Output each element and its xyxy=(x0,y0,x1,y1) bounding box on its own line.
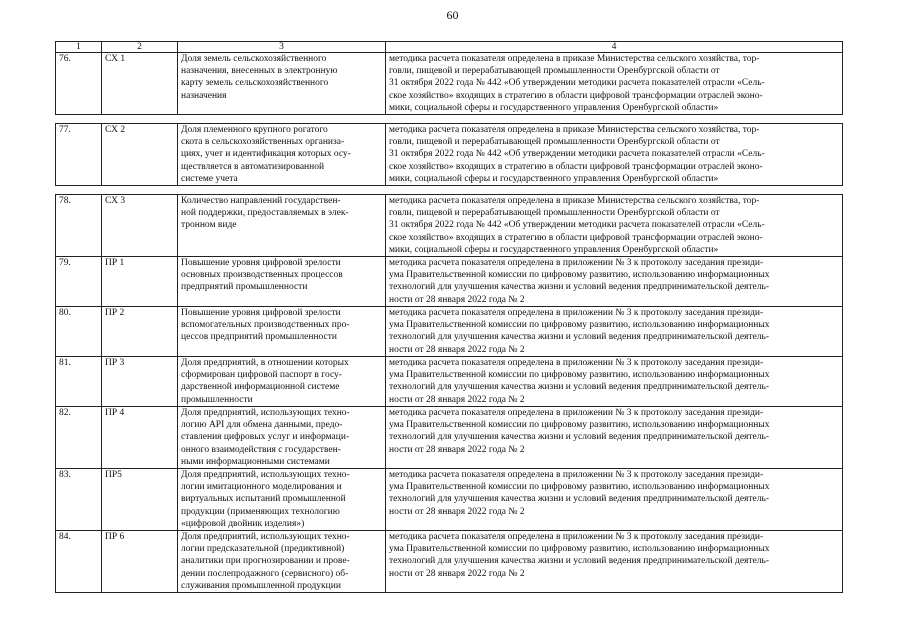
calculation-method: методика расчета показателя определена в приложении № 3 к протоколу заседания президи- ума Правительственной комиссии по цифровому развитию, использованию информационных технологий для улучшения качества жизни и условий ведения предпринимательской деятель- ности от 28 января 2022 года № 2 xyxy=(386,407,843,469)
indicator-code: ПР 6 xyxy=(102,531,178,593)
table-row xyxy=(56,53,843,115)
indicator-name: Повышение уровня цифровой зрелости вспомогательных производственных про- цессов предприятий промышленности xyxy=(178,307,386,357)
row-number: 77. xyxy=(56,124,102,186)
table-row xyxy=(56,307,843,357)
row-number: 76. xyxy=(56,53,102,115)
indicator-name: Доля земель сельскохозяйственного назначения, внесенных в электронную карту земель сельскохозяйственного назначения xyxy=(178,53,386,115)
table-row xyxy=(56,257,843,307)
calculation-method: методика расчета показателя определена в приказе Министерства сельского хозяйства, тор- говли, пищевой и перерабатывающей промышленности Оренбургской области от 31 октября 2022 года № 442 «Об утверждении методики расчета показателей отрасли «Сель- ское хозяйство» входящих в стратегию в области цифровой трансформации отраслей эконо- мики, социальной сферы и государственного управления Оренбургской области» xyxy=(386,124,843,186)
indicator-name: Повышение уровня цифровой зрелости основных производственных процессов предприятий промышленности xyxy=(178,257,386,307)
calculation-method: методика расчета показателя определена в приложении № 3 к протоколу заседания президи- ума Правительственной комиссии по цифровому развитию, использованию информационных технологий для улучшения качества жизни и условий ведения предпринимательской деятель- ности от 28 января 2022 года № 2 xyxy=(386,257,843,307)
row-number: 84. xyxy=(56,531,102,593)
indicator-name: Доля предприятий, использующих техно- логию API для обмена данными, предо- ставления цифровых услуг и информаци- онного взаимодействия с государствен- ными информационными системами xyxy=(178,407,386,469)
indicator-name: Доля племенного крупного рогатого скота в сельскохозяйственных организа- циях, учет и идентификация которых осу- ществляется в автоматизированной системе учета xyxy=(178,124,386,186)
indicator-code: ПР 3 xyxy=(102,357,178,407)
row-number: 82. xyxy=(56,407,102,469)
header-col-3: 3 xyxy=(178,42,386,53)
header-col-2: 2 xyxy=(102,42,178,53)
indicator-code: ПР5 xyxy=(102,469,178,531)
calculation-method: методика расчета показателя определена в приказе Министерства сельского хозяйства, тор- говли, пищевой и перерабатывающей промышленности Оренбургской области от 31 октября 2022 года № 442 «Об утверждении методики расчета показателей отрасли «Сель- ское хозяйство» входящих в стратегию в области цифровой трансформации отраслей эконо- мики, социальной сферы и государственного управления Оренбургской области» xyxy=(386,53,843,115)
indicator-name: Доля предприятий, в отношении которых сформирован цифровой паспорт в госу- дарственной информационной системе промышленности xyxy=(178,357,386,407)
table-header-row xyxy=(56,42,843,53)
indicator-code: СХ 2 xyxy=(102,124,178,186)
indicator-code: ПР 4 xyxy=(102,407,178,469)
indicators-table xyxy=(55,41,843,593)
row-number: 80. xyxy=(56,307,102,357)
calculation-method: методика расчета показателя определена в приложении № 3 к протоколу заседания президи- ума Правительственной комиссии по цифровому развитию, использованию информационных технологий для улучшения качества жизни и условий ведения предпринимательской деятель- ности от 28 января 2022 года № 2 xyxy=(386,357,843,407)
page-number: 60 xyxy=(446,8,459,22)
table-row xyxy=(56,195,843,257)
indicator-code: СХ 3 xyxy=(102,195,178,257)
indicator-code: СХ 1 xyxy=(102,53,178,115)
row-number: 83. xyxy=(56,469,102,531)
calculation-method: методика расчета показателя определена в приложении № 3 к протоколу заседания президи- ума Правительственной комиссии по цифровому развитию, использованию информационных технологий для улучшения качества жизни и условий ведения предпринимательской деятель- ности от 28 января 2022 года № 2 xyxy=(386,531,843,593)
header-col-1: 1 xyxy=(56,42,102,53)
row-number: 78. xyxy=(56,195,102,257)
indicator-name: Количество направлений государствен- ной поддержки, предоставляемых в элек- тронном виде xyxy=(178,195,386,257)
indicator-name: Доля предприятий, использующих техно- логии предсказательной (предиктивной) аналитики при прогнозировании и прове- дении послепродажного (сервисного) об- служивания промышленной продукции xyxy=(178,531,386,593)
calculation-method: методика расчета показателя определена в приложении № 3 к протоколу заседания президи- ума Правительственной комиссии по цифровому развитию, использованию информационных технологий для улучшения качества жизни и условий ведения предпринимательской деятель- ности от 28 января 2022 года № 2 xyxy=(386,469,843,531)
table-row xyxy=(56,124,843,186)
indicator-code: ПР 2 xyxy=(102,307,178,357)
table-row xyxy=(56,407,843,469)
table-row xyxy=(56,531,843,593)
indicator-name: Доля предприятий, использующих техно- логии имитационного моделирования и виртуальных испытаний промышленной продукции (применяющих технологию «цифровой двойник изделия») xyxy=(178,469,386,531)
table-row xyxy=(56,469,843,531)
table-row xyxy=(56,357,843,407)
indicator-code: ПР 1 xyxy=(102,257,178,307)
row-number: 79. xyxy=(56,257,102,307)
header-col-4: 4 xyxy=(386,42,843,53)
calculation-method: методика расчета показателя определена в приложении № 3 к протоколу заседания президи- ума Правительственной комиссии по цифровому развитию, использованию информационных технологий для улучшения качества жизни и условий ведения предпринимательской деятель- ности от 28 января 2022 года № 2 xyxy=(386,307,843,357)
calculation-method: методика расчета показателя определена в приказе Министерства сельского хозяйства, тор- говли, пищевой и перерабатывающей промышленности Оренбургской области от 31 октября 2022 года № 442 «Об утверждении методики расчета показателей отрасли «Сель- ское хозяйство» входящих в стратегию в области цифровой трансформации отраслей эконо- мики, социальной сферы и государственного управления Оренбургской области» xyxy=(386,195,843,257)
row-number: 81. xyxy=(56,357,102,407)
